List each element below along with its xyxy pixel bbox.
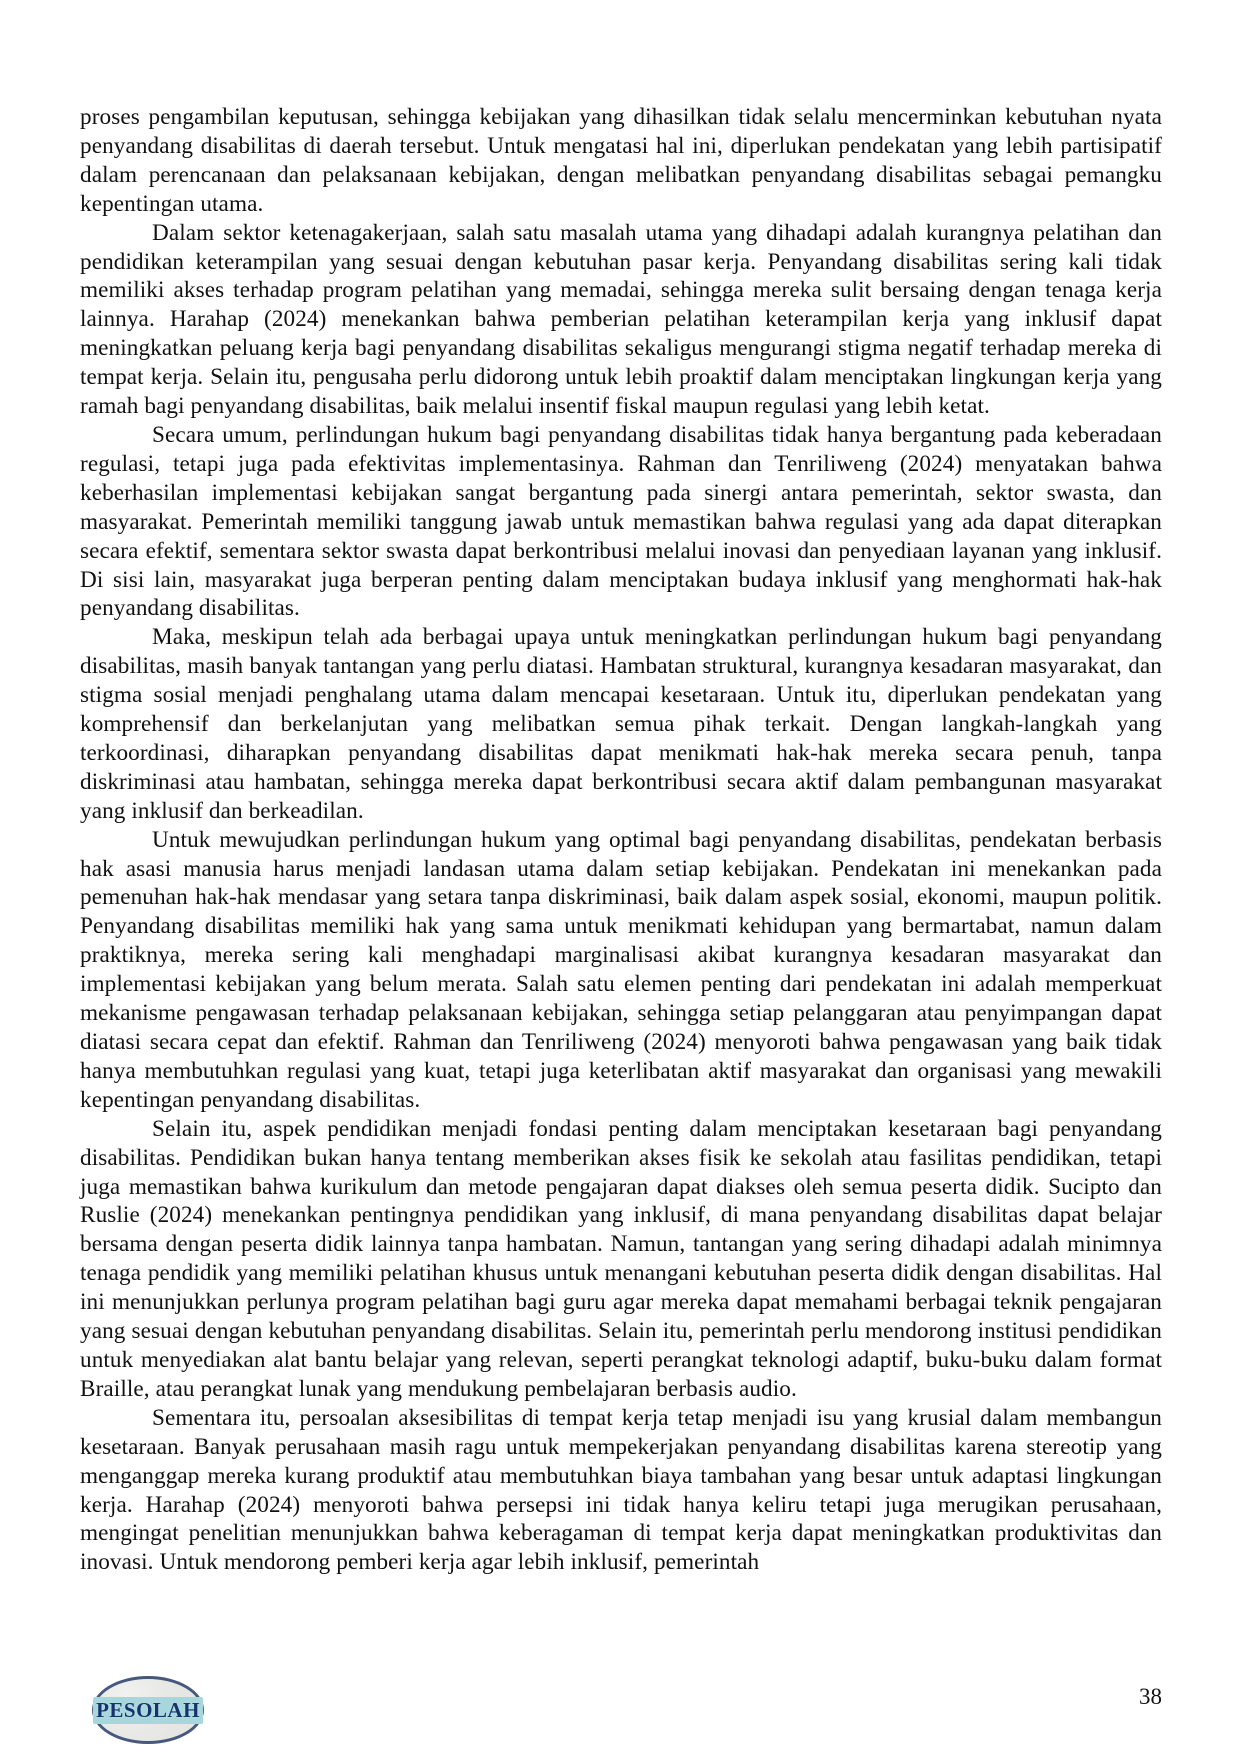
pesolah-logo bbox=[92, 1676, 204, 1744]
paragraph-legal-protection-general: Secara umum, perlindungan hukum bagi penyandang disabilitas tidak hanya bergantung pada keberadaan regulasi, tetapi juga pada efektivitas implementasinya. Rahman dan Tenriliweng (2024) menyatakan bahwa keberhasilan implementasi kebijakan sangat bergantung pada sinergi antara pemerintah, sektor swasta, dan masyarakat. Pemerintah memiliki tanggung jawab untuk memastikan bahwa regulasi yang ada dapat diterapkan secara efektif, sementara sektor swasta dapat berkontribusi melalui inovasi dan penyediaan layanan yang inklusif. Di sisi lain, masyarakat juga berperan penting dalam menciptakan budaya inklusif yang menghormati hak-hak penyandang disabilitas. bbox=[80, 421, 1162, 622]
page-body-text bbox=[80, 103, 1162, 1577]
pesolah-logo-text: PESOLAH bbox=[93, 1697, 203, 1724]
paragraph-remaining-challenges: Maka, meskipun telah ada berbagai upaya untuk meningkatkan perlindungan hukum bagi penyandang disabilitas, masih banyak tantangan yang perlu diatasi. Hambatan struktural, kurangnya kesadaran masyarakat, dan stigma sosial menjadi penghalang utama dalam mencapai kesetaraan. Untuk itu, diperlukan pendekatan yang komprehensif dan berkelanjutan yang melibatkan semua pihak terkait. Dengan langkah-langkah yang terkoordinasi, diharapkan penyandang disabilitas dapat menikmati hak-hak mereka secara penuh, tanpa diskriminasi atau hambatan, sehingga mereka dapat berkontribusi secara aktif dalam pembangunan masyarakat yang inklusif dan berkeadilan. bbox=[80, 624, 1162, 824]
page-number: 38 bbox=[1139, 1684, 1162, 1709]
paragraph-continuation: proses pengambilan keputusan, sehingga kebijakan yang dihasilkan tidak selalu mencerminkan kebutuhan nyata penyandang disabilitas di daerah tersebut. Untuk mengatasi hal ini, diperlukan pendekatan yang lebih partisipatif dalam perencanaan dan pelaksanaan kebijakan, dengan melibatkan penyandang disabilitas sebagai pemangku kepentingan utama. bbox=[80, 104, 1162, 217]
paragraph-workplace-accessibility: Sementara itu, persoalan aksesibilitas di tempat kerja tetap menjadi isu yang krusial dalam membangun kesetaraan. Banyak perusahaan masih ragu untuk mempekerjakan penyandang disabilitas karena stereotip yang menganggap mereka kurang produktif atau membutuhkan biaya tambahan yang besar untuk adaptasi lingkungan kerja. Harahap (2024) menyoroti bahwa persepsi ini tidak hanya keliru tetapi juga merugikan perusahaan, mengingat penelitian menunjukkan bahwa keberagaman di tempat kerja dapat meningkatkan produktivitas dan inovasi. Untuk mendorong pemberi kerja agar lebih inklusif, pemerintah bbox=[80, 1404, 1162, 1576]
paragraph-human-rights-approach: Untuk mewujudkan perlindungan hukum yang optimal bagi penyandang disabilitas, pendekatan berbasis hak asasi manusia harus menjadi landasan utama dalam setiap kebijakan. Pendekatan ini menekankan pada pemenuhan hak-hak mendasar yang setara tanpa diskriminasi, baik dalam aspek sosial, ekonomi, maupun politik. Penyandang disabilitas memiliki hak yang sama untuk menikmati kehidupan yang bermartabat, namun dalam praktiknya, mereka sering kali menghadapi marginalisasi akibat kurangnya kesadaran masyarakat dan implementasi kebijakan yang belum merata. Salah satu elemen penting dari pendekatan ini adalah memperkuat mekanisme pengawasan terhadap pelaksanaan kebijakan, sehingga setiap pelanggaran atau penyimpangan dapat diatasi secara cepat dan efektif. Rahman dan Tenriliweng (2024) menyoroti bahwa pengawasan yang baik tidak hanya membutuhkan regulasi yang kuat, tetapi juga keterlibatan aktif masyarakat dan organisasi yang mewakili kepentingan penyandang disabilitas. bbox=[80, 826, 1162, 1113]
paragraph-employment-sector: Dalam sektor ketenagakerjaan, salah satu masalah utama yang dihadapi adalah kurangnya pelatihan dan pendidikan keterampilan yang sesuai dengan kebutuhan pasar kerja. Penyandang disabilitas sering kali tidak memiliki akses terhadap program pelatihan yang memadai, sehingga mereka sulit bersaing dengan tenaga kerja lainnya. Harahap (2024) menekankan bahwa pemberian pelatihan keterampilan kerja yang inklusif dapat meningkatkan peluang kerja bagi penyandang disabilitas sekaligus mengurangi stigma negatif terhadap mereka di tempat kerja. Selain itu, pengusaha perlu didorong untuk lebih proaktif dalam menciptakan lingkungan kerja yang ramah bagi penyandang disabilitas, baik melalui insentif fiskal maupun regulasi yang lebih ketat. bbox=[80, 219, 1162, 420]
paragraph-education-foundation: Selain itu, aspek pendidikan menjadi fondasi penting dalam menciptakan kesetaraan bagi penyandang disabilitas. Pendidikan bukan hanya tentang memberikan akses fisik ke sekolah atau fasilitas pendidikan, tetapi juga memastikan bahwa kurikulum dan metode pengajaran dapat diakses oleh semua peserta didik. Sucipto dan Ruslie (2024) menekankan pentingnya pendidikan yang inklusif, di mana penyandang disabilitas dapat belajar bersama dengan peserta didik lainnya tanpa hambatan. Namun, tantangan yang sering dihadapi adalah minimnya tenaga pendidik yang memiliki pelatihan khusus untuk menangani kebutuhan peserta didik dengan disabilitas. Hal ini menunjukkan perlunya program pelatihan bagi guru agar mereka dapat memahami berbagai teknik pengajaran yang sesuai dengan kebutuhan penyandang disabilitas. Selain itu, pemerintah perlu mendorong institusi pendidikan untuk menyediakan alat bantu belajar yang relevan, seperti perangkat teknologi adaptif, buku-buku dalam format Braille, atau perangkat lunak yang mendukung pembelajaran berbasis audio. bbox=[80, 1115, 1162, 1402]
